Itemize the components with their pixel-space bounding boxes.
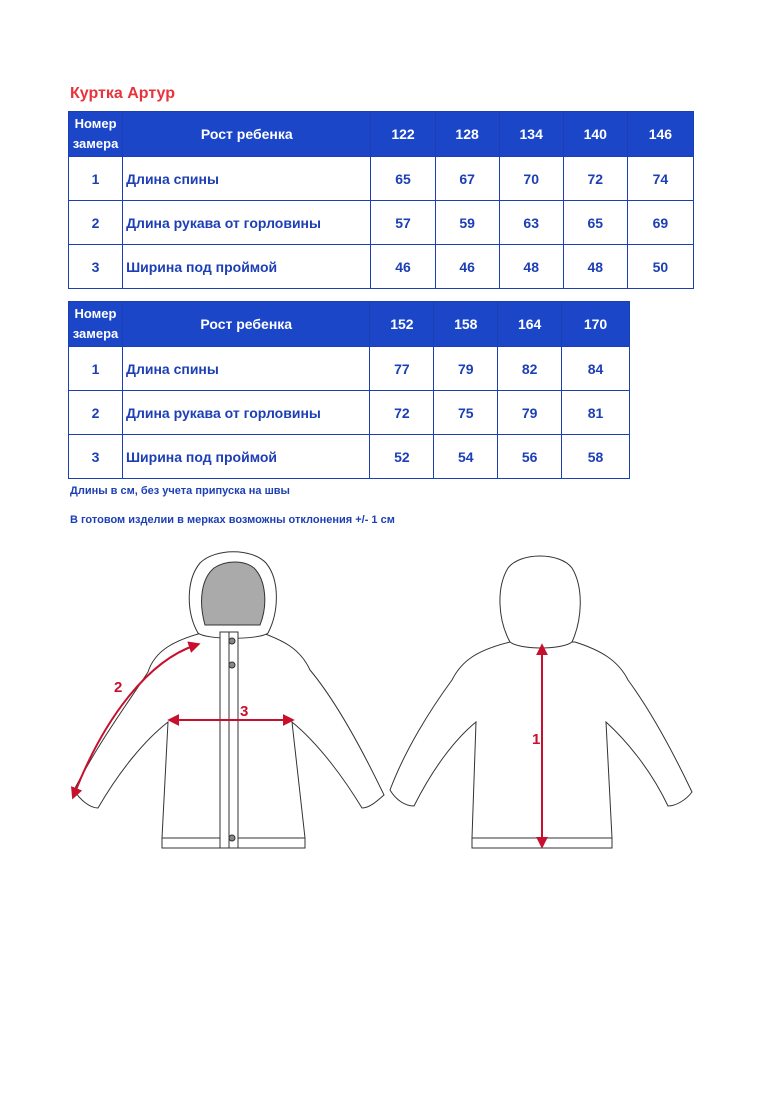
label-width: 3 bbox=[240, 703, 249, 720]
size-header: 170 bbox=[562, 302, 630, 347]
measure-number: 2 bbox=[69, 391, 123, 435]
table-row bbox=[69, 435, 630, 479]
measure-value: 63 bbox=[499, 201, 563, 245]
measure-value: 75 bbox=[434, 391, 498, 435]
measure-value: 50 bbox=[627, 245, 693, 289]
measure-value: 84 bbox=[562, 347, 630, 391]
measure-value: 56 bbox=[498, 435, 562, 479]
measure-value: 52 bbox=[370, 435, 434, 479]
jacket-front-sketch bbox=[74, 552, 384, 848]
label-back: 1 bbox=[532, 731, 541, 748]
size-header: 134 bbox=[499, 112, 563, 157]
measure-name: Ширина под проймой bbox=[123, 245, 371, 289]
measure-value: 79 bbox=[498, 391, 562, 435]
size-header: 158 bbox=[434, 302, 498, 347]
measure-value: 82 bbox=[498, 347, 562, 391]
measure-name: Ширина под проймой bbox=[122, 435, 370, 479]
measure-value: 57 bbox=[371, 201, 435, 245]
size-header: 140 bbox=[563, 112, 627, 157]
measure-value: 81 bbox=[562, 391, 630, 435]
size-header: 128 bbox=[435, 112, 499, 157]
measure-number-header: Номер замера bbox=[69, 302, 123, 347]
size-header: 152 bbox=[370, 302, 434, 347]
measure-value: 74 bbox=[627, 157, 693, 201]
measure-value: 48 bbox=[499, 245, 563, 289]
table-row bbox=[69, 245, 694, 289]
measure-value: 77 bbox=[370, 347, 434, 391]
measure-name: Длина спины bbox=[122, 347, 370, 391]
measure-value: 65 bbox=[563, 201, 627, 245]
measure-value: 67 bbox=[435, 157, 499, 201]
measure-number: 3 bbox=[69, 435, 123, 479]
measure-number-header: Номер замера bbox=[69, 112, 123, 157]
measure-value: 48 bbox=[563, 245, 627, 289]
measure-number: 1 bbox=[69, 157, 123, 201]
height-header: Рост ребенка bbox=[123, 112, 371, 157]
measure-value: 65 bbox=[371, 157, 435, 201]
measure-value: 69 bbox=[627, 201, 693, 245]
measure-number: 3 bbox=[69, 245, 123, 289]
measure-number: 2 bbox=[69, 201, 123, 245]
size-table-2 bbox=[68, 301, 630, 479]
label-sleeve: 2 bbox=[114, 679, 123, 696]
size-header: 164 bbox=[498, 302, 562, 347]
measure-value: 46 bbox=[435, 245, 499, 289]
measure-name: Длина спины bbox=[123, 157, 371, 201]
table-row bbox=[69, 157, 694, 201]
table-row bbox=[69, 347, 630, 391]
measure-value: 46 bbox=[371, 245, 435, 289]
note-tolerance: В готовом изделии в мерках возможны отклонения +/- 1 см bbox=[70, 514, 395, 526]
measure-value: 59 bbox=[435, 201, 499, 245]
measure-value: 72 bbox=[563, 157, 627, 201]
table-header-row bbox=[69, 302, 630, 347]
product-title: Куртка Артур bbox=[70, 85, 176, 102]
measure-value: 58 bbox=[562, 435, 630, 479]
table-header-row bbox=[69, 112, 694, 157]
jacket-diagram bbox=[0, 540, 762, 860]
measure-value: 72 bbox=[370, 391, 434, 435]
measure-value: 79 bbox=[434, 347, 498, 391]
height-header: Рост ребенка bbox=[122, 302, 370, 347]
measure-value: 70 bbox=[499, 157, 563, 201]
size-header: 122 bbox=[371, 112, 435, 157]
size-table-1 bbox=[68, 111, 694, 289]
measure-number: 1 bbox=[69, 347, 123, 391]
note-units: Длины в см, без учета припуска на швы bbox=[70, 485, 290, 497]
table-row bbox=[69, 391, 630, 435]
measure-name: Длина рукава от горловины bbox=[123, 201, 371, 245]
size-header: 146 bbox=[627, 112, 693, 157]
measure-value: 54 bbox=[434, 435, 498, 479]
table-row bbox=[69, 201, 694, 245]
measure-name: Длина рукава от горловины bbox=[122, 391, 370, 435]
